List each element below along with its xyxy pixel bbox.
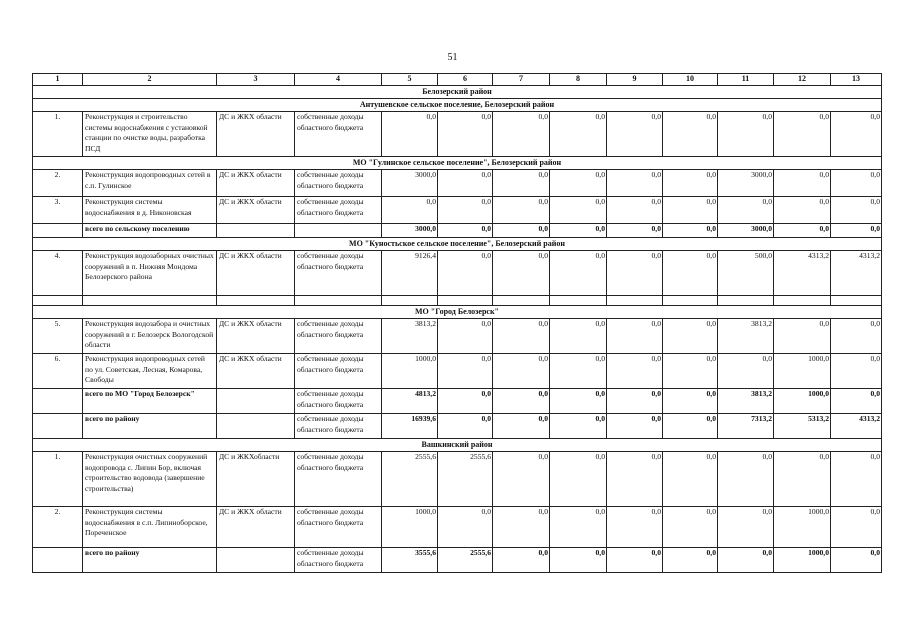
amount-cell: 0,0 [831, 170, 882, 197]
amount-cell: 0,0 [663, 197, 718, 224]
project-name: Реконструкция очистных сооружений водопровода с. Липин Бор, включая строительство водовода (завершение строительства) [83, 452, 217, 507]
executor: ДС и ЖКХ области [217, 319, 295, 354]
column-header: 11 [718, 74, 774, 86]
amount-cell: 0,0 [438, 354, 493, 389]
amount-cell: 0,0 [831, 112, 882, 157]
amount-cell: 0,0 [550, 354, 607, 389]
funding-source: собственные доходы областного бюджета [295, 319, 382, 354]
row-index: 4. [33, 251, 83, 296]
amount-cell: 0,0 [718, 197, 774, 224]
amount-cell: 0,0 [550, 414, 607, 439]
amount-cell: 0,0 [438, 224, 493, 238]
amount-cell: 0,0 [663, 251, 718, 296]
section-row [33, 86, 882, 99]
amount-cell: 0,0 [607, 548, 663, 573]
amount-cell: 0,0 [493, 112, 550, 157]
amount-cell: 4813,2 [382, 389, 438, 414]
row-index: 2. [33, 170, 83, 197]
column-header: 7 [493, 74, 550, 86]
amount-cell: 0,0 [774, 112, 831, 157]
section-title: Антушевское сельское поселение, Белозерский район [33, 99, 882, 112]
amount-cell: 0,0 [774, 197, 831, 224]
amount-cell: 0,0 [607, 112, 663, 157]
amount-cell: 1000,0 [774, 507, 831, 548]
executor: ДС и ЖКХ области [217, 170, 295, 197]
empty-cell [607, 296, 663, 306]
amount-cell: 3000,0 [718, 224, 774, 238]
project-name: всего по району [83, 548, 217, 573]
budget-table [32, 73, 882, 573]
amount-cell: 0,0 [382, 197, 438, 224]
column-header: 12 [774, 74, 831, 86]
section-title: Белозерский район [33, 86, 882, 99]
amount-cell: 0,0 [718, 507, 774, 548]
amount-cell: 2555,6 [382, 452, 438, 507]
page-number: 51 [447, 52, 458, 63]
amount-cell: 4313,2 [831, 251, 882, 296]
amount-cell: 7313,2 [718, 414, 774, 439]
row-index: 5. [33, 319, 83, 354]
project-name: Реконструкция водопроводных сетей по ул. Советская, Лесная, Комарова, Свободы [83, 354, 217, 389]
empty-cell [382, 296, 438, 306]
funding-source: собственные доходы областного бюджета [295, 112, 382, 157]
funding-source: собственные доходы областного бюджета [295, 507, 382, 548]
amount-cell: 0,0 [493, 224, 550, 238]
amount-cell: 0,0 [438, 170, 493, 197]
amount-cell: 0,0 [607, 319, 663, 354]
amount-cell: 0,0 [493, 170, 550, 197]
column-header: 4 [295, 74, 382, 86]
amount-cell: 0,0 [663, 507, 718, 548]
amount-cell: 5313,2 [774, 414, 831, 439]
amount-cell: 0,0 [550, 452, 607, 507]
empty-cell [295, 296, 382, 306]
row-index [33, 389, 83, 414]
funding-source: собственные доходы областного бюджета [295, 414, 382, 439]
amount-cell: 1000,0 [382, 354, 438, 389]
amount-cell: 0,0 [607, 389, 663, 414]
amount-cell: 3813,2 [718, 389, 774, 414]
section-row [33, 238, 882, 251]
amount-cell: 0,0 [607, 414, 663, 439]
amount-cell: 3813,2 [718, 319, 774, 354]
section-row [33, 439, 882, 452]
project-name: Реконструкция водозаборных очистных сооружений в п. Нижняя Мондома Белозерского района [83, 251, 217, 296]
empty-cell [438, 296, 493, 306]
amount-cell: 0,0 [382, 112, 438, 157]
amount-cell: 0,0 [550, 389, 607, 414]
table-row [33, 354, 882, 389]
funding-source [295, 224, 382, 238]
amount-cell: 0,0 [831, 548, 882, 573]
column-header: 6 [438, 74, 493, 86]
row-index: 6. [33, 354, 83, 389]
column-header: 13 [831, 74, 882, 86]
amount-cell: 0,0 [550, 251, 607, 296]
amount-cell: 0,0 [550, 224, 607, 238]
amount-cell: 0,0 [493, 251, 550, 296]
funding-source: собственные доходы областного бюджета [295, 251, 382, 296]
amount-cell: 3813,2 [382, 319, 438, 354]
table-row [33, 197, 882, 224]
total-row [33, 548, 882, 573]
amount-cell: 0,0 [493, 197, 550, 224]
amount-cell: 2555,6 [438, 548, 493, 573]
section-title: МО "Куностьское сельское поселение", Белозерский район [33, 238, 882, 251]
amount-cell: 0,0 [607, 507, 663, 548]
empty-cell [718, 296, 774, 306]
amount-cell: 0,0 [718, 452, 774, 507]
section-row [33, 306, 882, 319]
amount-cell: 0,0 [607, 224, 663, 238]
table-row [33, 251, 882, 296]
section-row [33, 157, 882, 170]
column-header: 9 [607, 74, 663, 86]
amount-cell: 3000,0 [718, 170, 774, 197]
table-row [33, 112, 882, 157]
amount-cell: 0,0 [663, 389, 718, 414]
column-header: 5 [382, 74, 438, 86]
project-name: Реконструкция водозабора и очистных сооружений в г. Белозерск Вологодской области [83, 319, 217, 354]
column-header: 8 [550, 74, 607, 86]
amount-cell: 0,0 [607, 452, 663, 507]
amount-cell: 0,0 [774, 319, 831, 354]
table-row [33, 170, 882, 197]
amount-cell: 0,0 [550, 319, 607, 354]
column-header: 1 [33, 74, 83, 86]
total-row [33, 389, 882, 414]
amount-cell: 0,0 [550, 170, 607, 197]
row-index: 3. [33, 197, 83, 224]
amount-cell: 0,0 [774, 452, 831, 507]
amount-cell: 0,0 [774, 224, 831, 238]
project-name: Реконструкция водопроводных сетей в с.п. Гулинское [83, 170, 217, 197]
project-name: всего по МО "Город Белозерск" [83, 389, 217, 414]
amount-cell: 1000,0 [774, 548, 831, 573]
amount-cell: 2555,6 [438, 452, 493, 507]
project-name: Реконструкция и строительство системы водоснабжения с установкой станции по очистке воды, разработка ПСД [83, 112, 217, 157]
executor [217, 389, 295, 414]
funding-source: собственные доходы областного бюджета [295, 197, 382, 224]
amount-cell: 0,0 [607, 170, 663, 197]
amount-cell: 0,0 [607, 197, 663, 224]
total-row [33, 224, 882, 238]
table-row [33, 319, 882, 354]
section-title: МО "Город Белозерск" [33, 306, 882, 319]
amount-cell: 0,0 [718, 354, 774, 389]
row-index: 1. [33, 112, 83, 157]
executor: ДС и ЖКХ области [217, 507, 295, 548]
amount-cell: 0,0 [663, 452, 718, 507]
project-name: Реконструкция системы водоснабжения в с.п. Липиноборское, Пореченское [83, 507, 217, 548]
section-title: Вашкинский район [33, 439, 882, 452]
section-row [33, 99, 882, 112]
funding-source: собственные доходы областного бюджета [295, 170, 382, 197]
empty-cell [831, 296, 882, 306]
row-index: 2. [33, 507, 83, 548]
amount-cell: 0,0 [831, 224, 882, 238]
amount-cell: 0,0 [438, 319, 493, 354]
amount-cell: 0,0 [438, 251, 493, 296]
amount-cell: 0,0 [438, 112, 493, 157]
executor: ДС и ЖКХобласти [217, 452, 295, 507]
amount-cell: 0,0 [550, 197, 607, 224]
amount-cell: 0,0 [438, 414, 493, 439]
amount-cell: 0,0 [774, 170, 831, 197]
amount-cell: 0,0 [663, 548, 718, 573]
amount-cell: 0,0 [438, 197, 493, 224]
executor: ДС и ЖКХ области [217, 197, 295, 224]
funding-source: собственные доходы областного бюджета [295, 354, 382, 389]
executor [217, 414, 295, 439]
empty-cell [550, 296, 607, 306]
amount-cell: 0,0 [663, 112, 718, 157]
amount-cell: 0,0 [493, 354, 550, 389]
empty-cell [774, 296, 831, 306]
empty-cell [663, 296, 718, 306]
amount-cell: 16939,6 [382, 414, 438, 439]
empty-cell [493, 296, 550, 306]
amount-cell: 0,0 [493, 319, 550, 354]
row-index [33, 224, 83, 238]
column-header: 3 [217, 74, 295, 86]
header-row [33, 74, 882, 86]
amount-cell: 0,0 [663, 224, 718, 238]
amount-cell: 0,0 [663, 170, 718, 197]
amount-cell: 0,0 [550, 548, 607, 573]
amount-cell: 0,0 [718, 112, 774, 157]
amount-cell: 0,0 [607, 354, 663, 389]
table-row [33, 452, 882, 507]
amount-cell: 0,0 [607, 251, 663, 296]
row-index [33, 414, 83, 439]
amount-cell: 3000,0 [382, 170, 438, 197]
amount-cell: 0,0 [438, 507, 493, 548]
empty-cell [83, 296, 217, 306]
column-header: 2 [83, 74, 217, 86]
amount-cell: 0,0 [831, 197, 882, 224]
executor [217, 224, 295, 238]
amount-cell: 9126,4 [382, 251, 438, 296]
amount-cell: 0,0 [718, 548, 774, 573]
project-name: Реконструкция системы водоснабжения в д. Никоновская [83, 197, 217, 224]
row-index [33, 548, 83, 573]
column-header: 10 [663, 74, 718, 86]
amount-cell: 3000,0 [382, 224, 438, 238]
amount-cell: 0,0 [493, 389, 550, 414]
amount-cell: 0,0 [663, 414, 718, 439]
funding-source: собственные доходы областного бюджета [295, 452, 382, 507]
amount-cell: 0,0 [831, 319, 882, 354]
executor [217, 548, 295, 573]
amount-cell: 1000,0 [774, 354, 831, 389]
amount-cell: 4313,2 [774, 251, 831, 296]
amount-cell: 0,0 [493, 452, 550, 507]
section-title: МО "Гулинское сельское поселение", Белозерский район [33, 157, 882, 170]
amount-cell: 0,0 [831, 389, 882, 414]
amount-cell: 0,0 [663, 319, 718, 354]
amount-cell: 0,0 [663, 354, 718, 389]
amount-cell: 0,0 [831, 452, 882, 507]
table-row [33, 507, 882, 548]
executor: ДС и ЖКХ области [217, 354, 295, 389]
amount-cell: 0,0 [831, 507, 882, 548]
amount-cell: 0,0 [831, 354, 882, 389]
project-name: всего по району [83, 414, 217, 439]
amount-cell: 1000,0 [774, 389, 831, 414]
amount-cell: 0,0 [493, 548, 550, 573]
row-index: 1. [33, 452, 83, 507]
spacer-row [33, 296, 882, 306]
total-row [33, 414, 882, 439]
empty-cell [217, 296, 295, 306]
amount-cell: 0,0 [438, 389, 493, 414]
amount-cell: 3555,6 [382, 548, 438, 573]
funding-source: собственные доходы областного бюджета [295, 389, 382, 414]
empty-cell [33, 296, 83, 306]
amount-cell: 0,0 [550, 112, 607, 157]
funding-source: собственные доходы областного бюджета [295, 548, 382, 573]
executor: ДС и ЖКХ области [217, 251, 295, 296]
amount-cell: 0,0 [493, 507, 550, 548]
amount-cell: 1000,0 [382, 507, 438, 548]
project-name: всего по сельскому поселению [83, 224, 217, 238]
amount-cell: 4313,2 [831, 414, 882, 439]
amount-cell: 500,0 [718, 251, 774, 296]
amount-cell: 0,0 [550, 507, 607, 548]
amount-cell: 0,0 [493, 414, 550, 439]
executor: ДС и ЖКХ области [217, 112, 295, 157]
